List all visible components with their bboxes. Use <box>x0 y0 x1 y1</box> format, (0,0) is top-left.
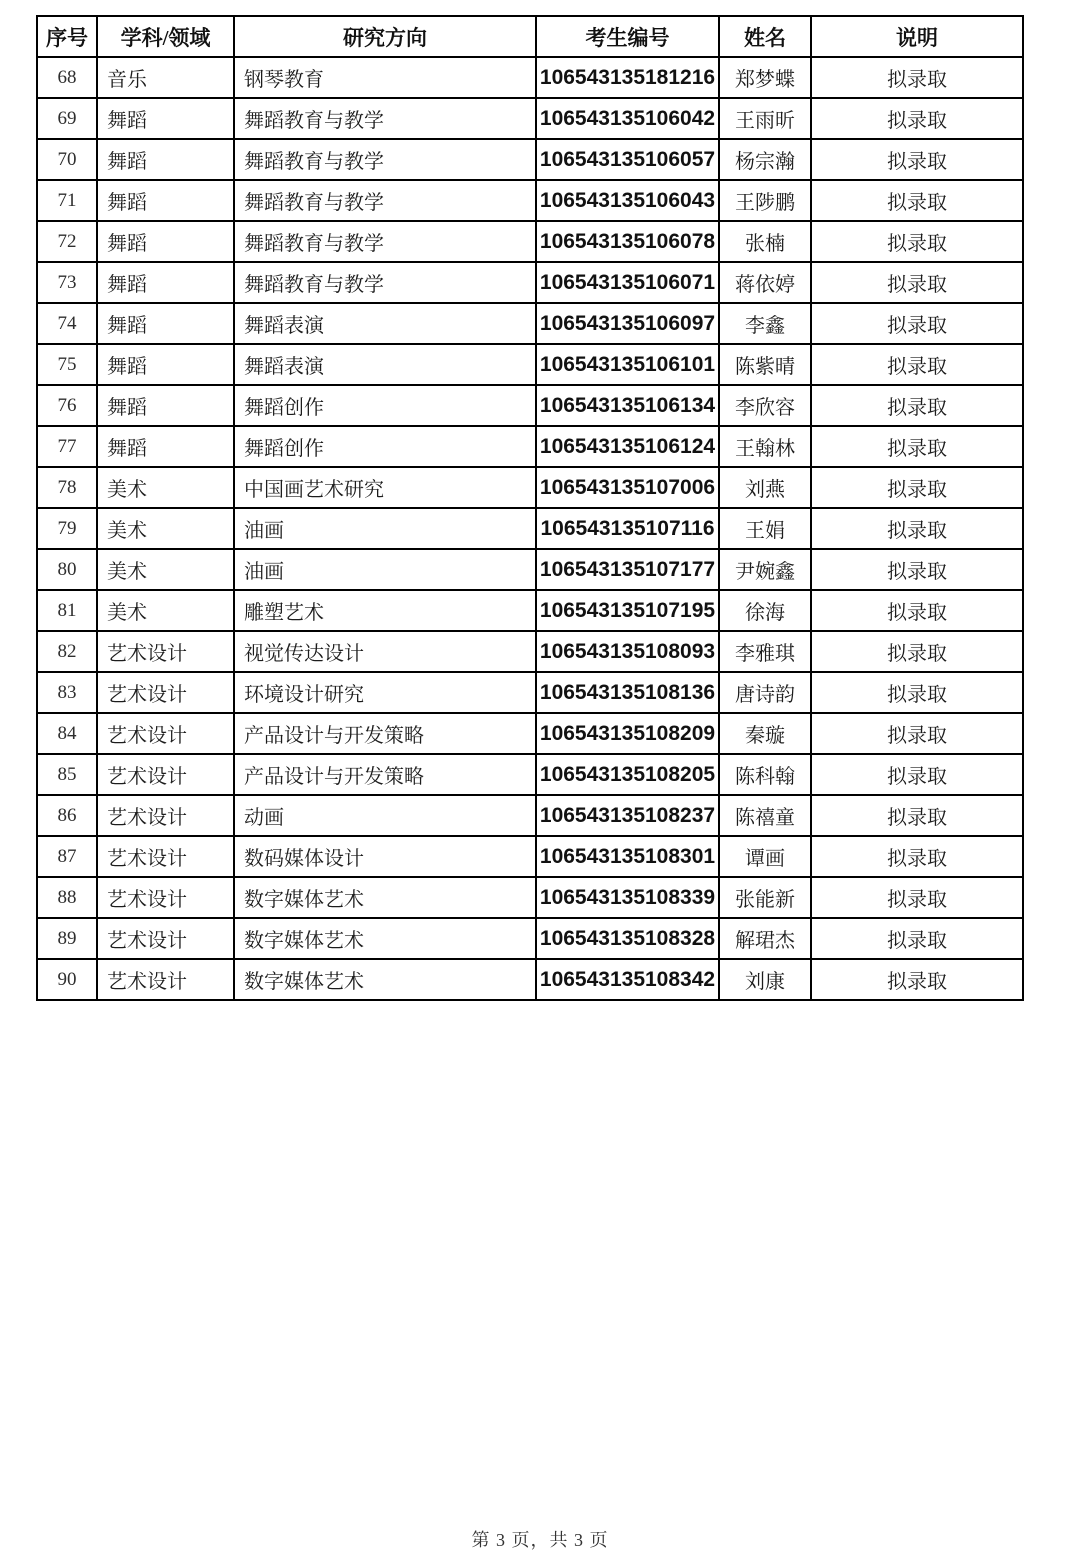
cell-discipline: 艺术设计 <box>97 959 234 1000</box>
cell-research-dir: 舞蹈表演 <box>234 303 536 344</box>
cell-research-dir: 数字媒体艺术 <box>234 918 536 959</box>
cell-candidate-no: 106543135106124 <box>536 426 719 467</box>
cell-discipline: 艺术设计 <box>97 795 234 836</box>
cell-candidate-no: 106543135107195 <box>536 590 719 631</box>
cell-note: 拟录取 <box>811 959 1023 1000</box>
cell-research-dir: 数码媒体设计 <box>234 836 536 877</box>
cell-research-dir: 油画 <box>234 549 536 590</box>
cell-candidate-no: 106543135107116 <box>536 508 719 549</box>
cell-note: 拟录取 <box>811 139 1023 180</box>
cell-discipline: 艺术设计 <box>97 918 234 959</box>
cell-research-dir: 舞蹈教育与教学 <box>234 180 536 221</box>
table-row <box>37 918 1023 959</box>
cell-serial-no: 90 <box>37 959 97 1000</box>
cell-research-dir: 数字媒体艺术 <box>234 959 536 1000</box>
table-row <box>37 836 1023 877</box>
cell-candidate-no: 106543135108301 <box>536 836 719 877</box>
cell-name: 解珺杰 <box>719 918 811 959</box>
cell-candidate-no: 106543135106043 <box>536 180 719 221</box>
cell-note: 拟录取 <box>811 918 1023 959</box>
table-row <box>37 631 1023 672</box>
cell-serial-no: 86 <box>37 795 97 836</box>
table-row <box>37 180 1023 221</box>
cell-serial-no: 88 <box>37 877 97 918</box>
cell-serial-no: 78 <box>37 467 97 508</box>
cell-candidate-no: 106543135106134 <box>536 385 719 426</box>
table-row <box>37 303 1023 344</box>
column-header-research-dir: 研究方向 <box>234 16 536 57</box>
cell-discipline: 艺术设计 <box>97 877 234 918</box>
column-header-discipline: 学科/领域 <box>97 16 234 57</box>
table-row <box>37 139 1023 180</box>
cell-serial-no: 71 <box>37 180 97 221</box>
cell-note: 拟录取 <box>811 795 1023 836</box>
column-header-candidate-no: 考生编号 <box>536 16 719 57</box>
cell-candidate-no: 106543135107006 <box>536 467 719 508</box>
cell-name: 王陟鹏 <box>719 180 811 221</box>
cell-note: 拟录取 <box>811 426 1023 467</box>
cell-serial-no: 80 <box>37 549 97 590</box>
table-row <box>37 754 1023 795</box>
cell-research-dir: 舞蹈创作 <box>234 426 536 467</box>
cell-name: 陈紫晴 <box>719 344 811 385</box>
cell-name: 张能新 <box>719 877 811 918</box>
cell-serial-no: 89 <box>37 918 97 959</box>
cell-note: 拟录取 <box>811 180 1023 221</box>
cell-name: 李鑫 <box>719 303 811 344</box>
cell-serial-no: 72 <box>37 221 97 262</box>
cell-candidate-no: 106543135108237 <box>536 795 719 836</box>
cell-candidate-no: 106543135108328 <box>536 918 719 959</box>
cell-discipline: 艺术设计 <box>97 754 234 795</box>
cell-candidate-no: 106543135108093 <box>536 631 719 672</box>
cell-note: 拟录取 <box>811 344 1023 385</box>
table-row <box>37 549 1023 590</box>
cell-serial-no: 77 <box>37 426 97 467</box>
cell-name: 谭画 <box>719 836 811 877</box>
cell-name: 刘康 <box>719 959 811 1000</box>
table-row <box>37 98 1023 139</box>
cell-research-dir: 舞蹈表演 <box>234 344 536 385</box>
cell-name: 徐海 <box>719 590 811 631</box>
cell-serial-no: 75 <box>37 344 97 385</box>
table-row <box>37 959 1023 1000</box>
cell-note: 拟录取 <box>811 98 1023 139</box>
cell-serial-no: 87 <box>37 836 97 877</box>
cell-research-dir: 数字媒体艺术 <box>234 877 536 918</box>
cell-note: 拟录取 <box>811 713 1023 754</box>
cell-note: 拟录取 <box>811 221 1023 262</box>
cell-discipline: 舞蹈 <box>97 221 234 262</box>
cell-discipline: 舞蹈 <box>97 180 234 221</box>
cell-name: 刘燕 <box>719 467 811 508</box>
table-row <box>37 877 1023 918</box>
cell-discipline: 舞蹈 <box>97 385 234 426</box>
cell-serial-no: 81 <box>37 590 97 631</box>
column-header-name: 姓名 <box>719 16 811 57</box>
cell-discipline: 美术 <box>97 467 234 508</box>
table-row <box>37 672 1023 713</box>
cell-discipline: 美术 <box>97 508 234 549</box>
cell-candidate-no: 106543135108209 <box>536 713 719 754</box>
column-header-note: 说明 <box>811 16 1023 57</box>
cell-research-dir: 舞蹈教育与教学 <box>234 98 536 139</box>
cell-name: 李雅琪 <box>719 631 811 672</box>
cell-discipline: 舞蹈 <box>97 303 234 344</box>
cell-discipline: 美术 <box>97 590 234 631</box>
cell-research-dir: 舞蹈创作 <box>234 385 536 426</box>
cell-serial-no: 82 <box>37 631 97 672</box>
admission-table-container <box>36 15 1024 1001</box>
table-header-row <box>37 16 1023 57</box>
cell-candidate-no: 106543135106042 <box>536 98 719 139</box>
table-row <box>37 713 1023 754</box>
cell-name: 张楠 <box>719 221 811 262</box>
cell-serial-no: 84 <box>37 713 97 754</box>
table-row <box>37 590 1023 631</box>
cell-note: 拟录取 <box>811 385 1023 426</box>
cell-research-dir: 钢琴教育 <box>234 57 536 98</box>
cell-note: 拟录取 <box>811 631 1023 672</box>
cell-research-dir: 环境设计研究 <box>234 672 536 713</box>
cell-discipline: 音乐 <box>97 57 234 98</box>
cell-note: 拟录取 <box>811 836 1023 877</box>
cell-name: 尹婉鑫 <box>719 549 811 590</box>
cell-research-dir: 产品设计与开发策略 <box>234 754 536 795</box>
cell-candidate-no: 106543135181216 <box>536 57 719 98</box>
cell-name: 郑梦蝶 <box>719 57 811 98</box>
table-row <box>37 795 1023 836</box>
cell-research-dir: 油画 <box>234 508 536 549</box>
cell-candidate-no: 106543135106097 <box>536 303 719 344</box>
cell-name: 唐诗韵 <box>719 672 811 713</box>
cell-name: 陈科翰 <box>719 754 811 795</box>
table-row <box>37 426 1023 467</box>
cell-note: 拟录取 <box>811 672 1023 713</box>
cell-note: 拟录取 <box>811 549 1023 590</box>
column-header-serial-no: 序号 <box>37 16 97 57</box>
cell-research-dir: 舞蹈教育与教学 <box>234 221 536 262</box>
cell-name: 杨宗瀚 <box>719 139 811 180</box>
admission-list-table <box>36 15 1024 1001</box>
cell-name: 王娟 <box>719 508 811 549</box>
cell-serial-no: 70 <box>37 139 97 180</box>
table-row <box>37 344 1023 385</box>
cell-note: 拟录取 <box>811 877 1023 918</box>
cell-candidate-no: 106543135107177 <box>536 549 719 590</box>
cell-note: 拟录取 <box>811 57 1023 98</box>
cell-discipline: 艺术设计 <box>97 713 234 754</box>
cell-note: 拟录取 <box>811 508 1023 549</box>
page-number-footer: 第 3 页，共 3 页 <box>471 1530 609 1550</box>
cell-discipline: 艺术设计 <box>97 836 234 877</box>
cell-candidate-no: 106543135108136 <box>536 672 719 713</box>
cell-name: 秦璇 <box>719 713 811 754</box>
cell-discipline: 舞蹈 <box>97 344 234 385</box>
cell-note: 拟录取 <box>811 467 1023 508</box>
cell-serial-no: 79 <box>37 508 97 549</box>
cell-candidate-no: 106543135108339 <box>536 877 719 918</box>
cell-serial-no: 76 <box>37 385 97 426</box>
cell-name: 王翰林 <box>719 426 811 467</box>
cell-serial-no: 73 <box>37 262 97 303</box>
cell-serial-no: 74 <box>37 303 97 344</box>
cell-research-dir: 雕塑艺术 <box>234 590 536 631</box>
cell-discipline: 舞蹈 <box>97 262 234 303</box>
cell-name: 王雨昕 <box>719 98 811 139</box>
cell-research-dir: 动画 <box>234 795 536 836</box>
cell-candidate-no: 106543135106071 <box>536 262 719 303</box>
cell-candidate-no: 106543135108342 <box>536 959 719 1000</box>
table-row <box>37 385 1023 426</box>
table-row <box>37 221 1023 262</box>
cell-research-dir: 舞蹈教育与教学 <box>234 139 536 180</box>
cell-note: 拟录取 <box>811 590 1023 631</box>
cell-candidate-no: 106543135106057 <box>536 139 719 180</box>
cell-name: 陈禧童 <box>719 795 811 836</box>
cell-research-dir: 产品设计与开发策略 <box>234 713 536 754</box>
cell-discipline: 艺术设计 <box>97 631 234 672</box>
cell-note: 拟录取 <box>811 754 1023 795</box>
cell-discipline: 舞蹈 <box>97 139 234 180</box>
table-row <box>37 262 1023 303</box>
cell-serial-no: 69 <box>37 98 97 139</box>
table-row <box>37 467 1023 508</box>
cell-research-dir: 中国画艺术研究 <box>234 467 536 508</box>
cell-candidate-no: 106543135106101 <box>536 344 719 385</box>
cell-note: 拟录取 <box>811 303 1023 344</box>
cell-discipline: 舞蹈 <box>97 98 234 139</box>
cell-serial-no: 85 <box>37 754 97 795</box>
cell-discipline: 美术 <box>97 549 234 590</box>
cell-discipline: 舞蹈 <box>97 426 234 467</box>
cell-candidate-no: 106543135108205 <box>536 754 719 795</box>
cell-serial-no: 83 <box>37 672 97 713</box>
cell-name: 李欣容 <box>719 385 811 426</box>
cell-note: 拟录取 <box>811 262 1023 303</box>
table-row <box>37 57 1023 98</box>
cell-name: 蒋依婷 <box>719 262 811 303</box>
cell-research-dir: 舞蹈教育与教学 <box>234 262 536 303</box>
cell-research-dir: 视觉传达设计 <box>234 631 536 672</box>
table-row <box>37 508 1023 549</box>
cell-discipline: 艺术设计 <box>97 672 234 713</box>
cell-serial-no: 68 <box>37 57 97 98</box>
cell-candidate-no: 106543135106078 <box>536 221 719 262</box>
